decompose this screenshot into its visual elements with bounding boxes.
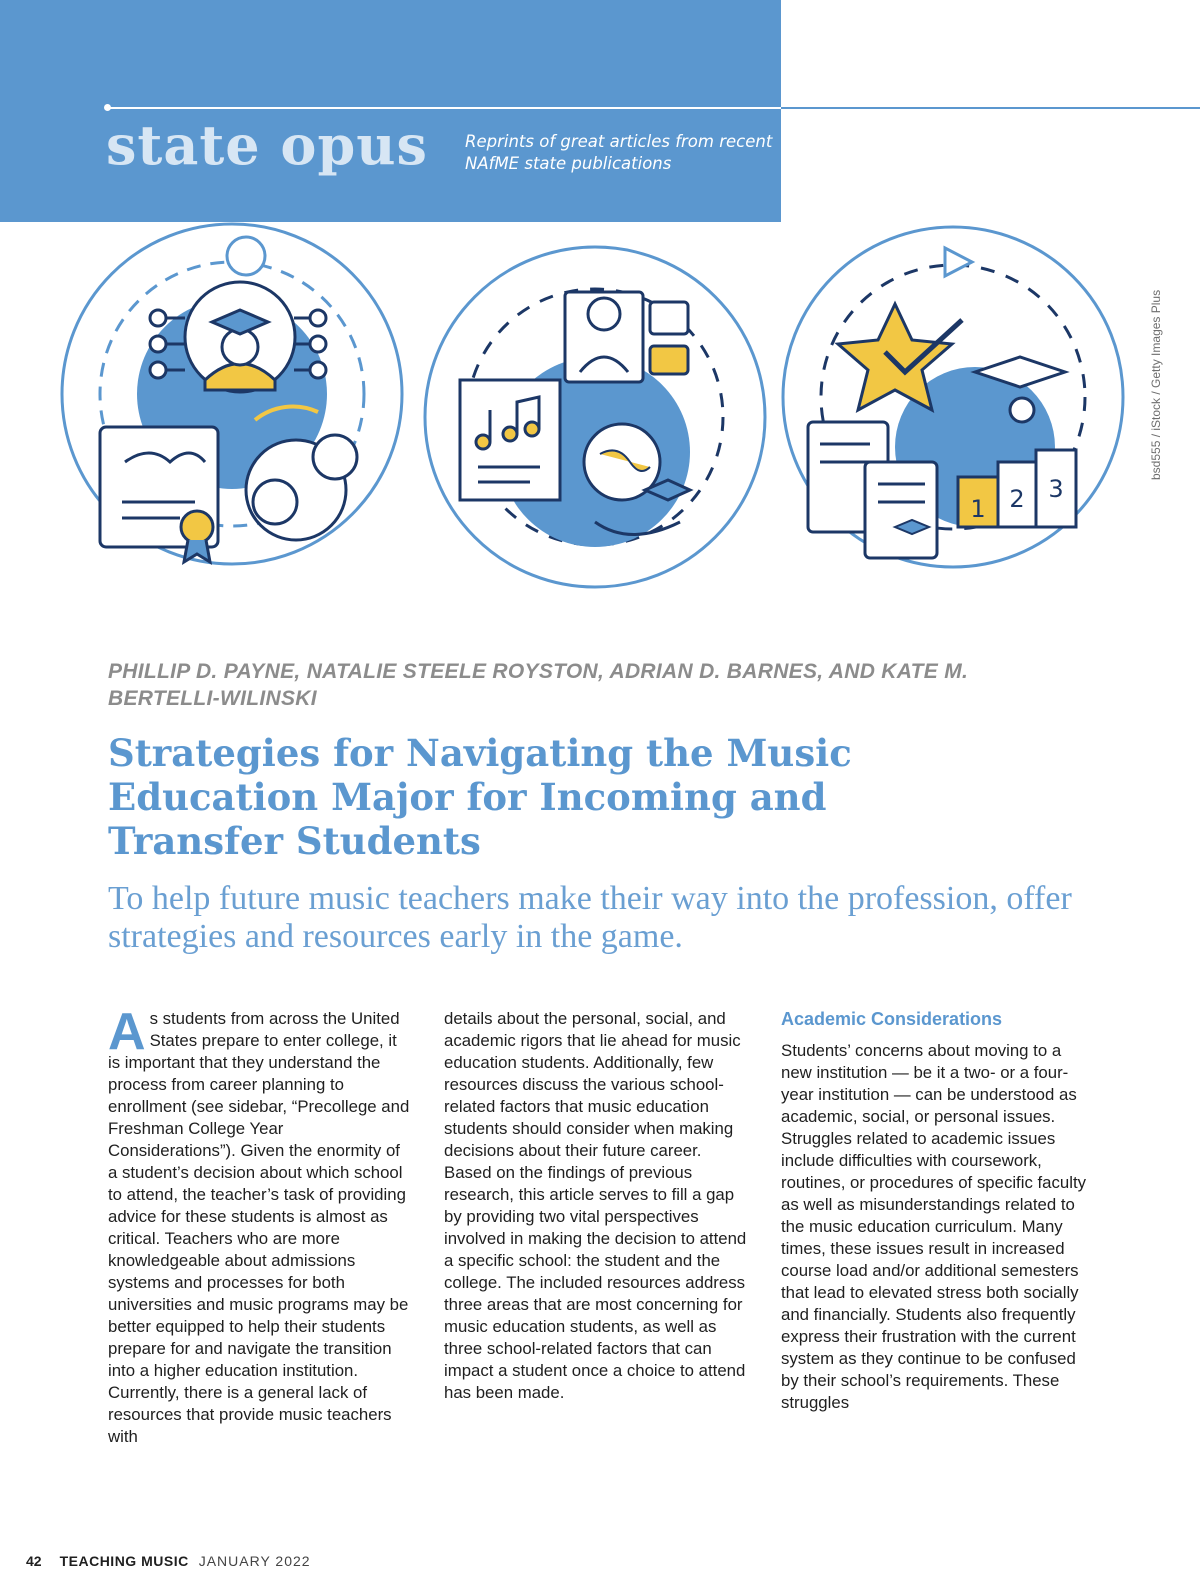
body-text-col3: Students’ concerns about moving to a new institution — be it a two- or a four-year institution — can be understood as academic, social, or personal issues. Struggles related to academic issues include difficulties with coursework, routines, or procedures of specific faculty as well as misunderstandings related to the music education curriculum. Many times, these issues result in increased course load and/or additional semesters that lead to elevated stress both socially and financially. Students also frequently express their frustration with the current system as they continue to be confused by their school’s requirements. These struggles	[781, 1041, 1087, 1412]
body-text-col2: details about the personal, social, and academic rigors that lie ahead for music education students. Additionally, few resources discuss the various school-related factors that music education students should consider when making decisions about their future career. Based on the findings of previous research, this article serves to fill a gap by providing two vital perspectives involved in making the decision to attend a specific school: the student and the college. The included resources address three areas that are most concerning for music education students, as well as three school-related factors that can impact a student once a choice to attend has been made.	[444, 1009, 747, 1402]
article-title: Strategies for Navigating the Music Education Major for Incoming and Transfer Students	[108, 731, 852, 863]
podium-third: 3	[1048, 475, 1064, 503]
photo-credit: bsd555 / iStock / Getty Images Plus	[1149, 289, 1163, 480]
podium-first: 1	[970, 495, 986, 523]
body-column-1	[108, 1003, 413, 1448]
issue-date: JANUARY 2022	[198, 1553, 311, 1569]
page-footer	[26, 1553, 311, 1569]
handshake-certificate-icon	[100, 427, 218, 562]
section-tagline: Reprints of great articles from recent NAfME state publications	[465, 132, 773, 173]
section-heading: Academic Considerations	[781, 1009, 1003, 1029]
podium-second: 2	[1009, 485, 1025, 513]
page-number: 42	[26, 1553, 42, 1569]
rule-dot	[104, 104, 111, 111]
body-text-col1: s students from across the United States prepare to enter college, it is important that they understand the process from career planning to enrollment (see sidebar, “Precollege and Freshman College Year Considerations”). Given the enormity of a student’s decision about which school to attend, the teacher’s task of providing advice for these students is almost as critical. Teachers who are more knowledgeable about admissions systems and processes for both universities and music programs may be better equipped to help their students prepare for and navigate the transition into a higher education institution. Currently, there is a general lack of resources that provide music teachers with	[108, 1009, 410, 1446]
drop-cap: A	[108, 1003, 146, 1061]
publication-name: TEACHING MUSIC	[59, 1553, 189, 1569]
body-column-3	[781, 1008, 1086, 1414]
byline: PHILLIP D. PAYNE, NATALIE STEELE ROYSTON, ADRIAN D. BARNES, AND KATE M. BERTELLI-WILINSKI	[108, 660, 969, 710]
section-banner	[0, 0, 781, 222]
sheet-music-icon	[460, 380, 560, 500]
section-name: state opus	[106, 113, 428, 177]
banner-rule-extension	[781, 107, 1200, 109]
body-column-2	[444, 1008, 749, 1404]
education-illustration	[0, 222, 1200, 622]
article-deck: To help future music teachers make their way into the profession, offer strategies and resources early in the game.	[108, 880, 1072, 955]
